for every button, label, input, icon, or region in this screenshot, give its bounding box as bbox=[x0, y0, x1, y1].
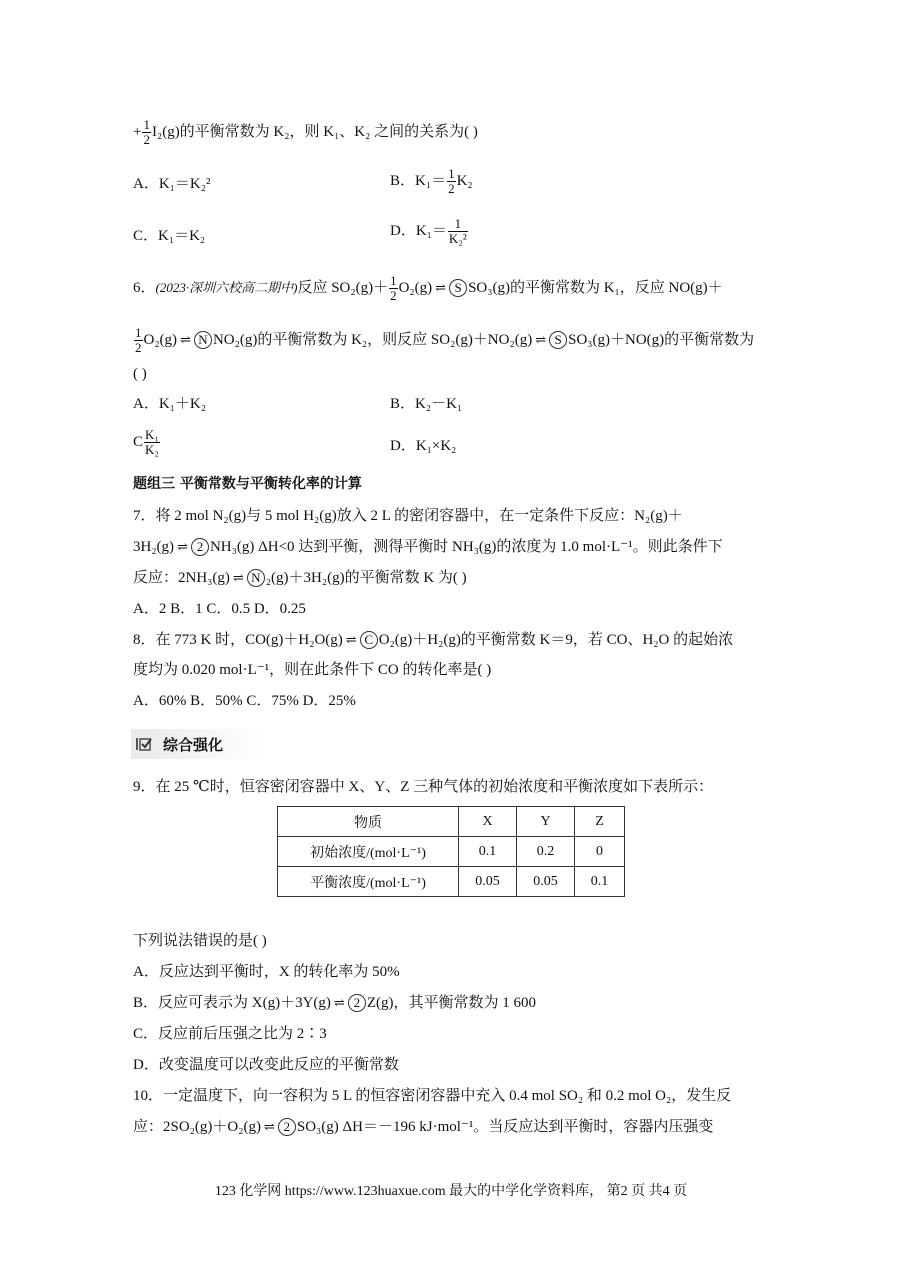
q7-options[interactable]: A．2 B．1 C．0.5 D．0.25 bbox=[133, 601, 306, 617]
q9-option-b[interactable]: B．反应可表示为 X(g)＋3Y(g) ⇌ 2 Z(g)，其平衡常数为 1 600 bbox=[133, 995, 536, 1011]
section-header bbox=[131, 729, 261, 759]
equilibrium-arrow-icon: ⇌ bbox=[535, 331, 547, 347]
table-header-cell: Y bbox=[517, 807, 575, 837]
table-header-cell: X bbox=[459, 807, 517, 837]
table-cell: 0 bbox=[575, 837, 625, 867]
q10-line-1: 10．一定温度下，向一容积为 5 L 的恒容密闭容器中充入 0.4 mol SO₂ 和 0.2 mol O₂，发生反 bbox=[133, 1088, 732, 1104]
q9-option-d[interactable]: D．改变温度可以改变此反应的平衡常数 bbox=[133, 1057, 399, 1073]
equilibrium-arrow-icon: ⇌ bbox=[180, 331, 191, 347]
q5-option-c[interactable]: C．K₁＝K₂ bbox=[133, 228, 206, 244]
equilibrium-arrow-icon: ⇌ bbox=[263, 1119, 275, 1134]
q5-option-d[interactable]: D．K₁＝ $\frac{1}{\text{K₂²}}$ bbox=[390, 216, 467, 246]
q9-stem: 9．在 25 ℃时，恒容密闭容器中 X、Y、Z 三种气体的初始浓度和平衡浓度如下表所示： bbox=[133, 779, 714, 795]
table-header-cell: Z bbox=[575, 807, 625, 837]
table-cell: 平衡浓度/(mol·L⁻¹) bbox=[278, 867, 459, 897]
q7-line-2: 3H₂(g) ⇌ 2 NH₃(g) ΔH<0 达到平衡，测得平衡时 NH₃(g)的浓度为 1.0 mol·L⁻¹。则此条件下 bbox=[133, 539, 723, 555]
table-row bbox=[278, 807, 625, 837]
equilibrium-arrow-icon: ⇌ bbox=[232, 570, 244, 585]
q6-option-a[interactable]: A．K₁＋K₂ bbox=[133, 396, 206, 412]
equilibrium-arrow-icon: ⇌ bbox=[333, 995, 345, 1010]
q6-option-d[interactable]: D．K₁×K₂ bbox=[390, 438, 457, 454]
equilibrium-arrow-icon: ⇌ bbox=[177, 539, 188, 554]
q5-option-a[interactable]: A．K₁＝K₂² bbox=[133, 176, 211, 192]
q6-option-b[interactable]: B．K₂－K₁ bbox=[390, 396, 463, 412]
q9-option-a[interactable]: A．反应达到平衡时，X 的转化率为 50% bbox=[133, 964, 400, 980]
table-cell: 0.05 bbox=[517, 867, 575, 897]
q10-line-2: 应：2SO₂(g)＋O₂(g) ⇌ 2 SO₃(g) ΔH＝－196 kJ·mol⁻¹。当反应达到平衡时，容器内压强变 bbox=[133, 1119, 714, 1135]
q8-line-1: 8．在 773 K 时，CO(g)＋H₂O(g) ⇌ C O₂(g)＋H₂(g)的平衡常数 K＝9，若 CO、H₂O 的起始浓 bbox=[133, 632, 734, 648]
q6-blank: ( ) bbox=[133, 366, 147, 382]
q8-options[interactable]: A．60% B．50% C．75% D．25% bbox=[133, 693, 356, 709]
section-title: 综合强化 bbox=[163, 736, 224, 754]
concentration-table bbox=[277, 806, 625, 897]
q5-stem-end: + $\frac{1}{2}$ I₂(g)的平衡常数为 K₂，则 K₁、K₂ 之间的关系为( ) bbox=[133, 117, 478, 147]
table-row bbox=[278, 867, 625, 897]
q6-option-c[interactable]: C $\frac{\text{K₁}}{\text{K₂}}$ bbox=[133, 427, 159, 457]
q9-question: 下列说法错误的是( ) bbox=[133, 933, 267, 949]
page-footer: 123 化学网 https://www.123huaxue.com 最大的中学化学资料库， 第2 页 共4 页 bbox=[214, 1184, 688, 1199]
q6-line-2: $\frac{1}{2}$ O₂(g) ⇌ N NO₂(g)的平衡常数为 K₂，则反应 SO₂(g)＋NO₂(g) ⇌ S SO₃(g)＋NO(g)的平衡常数为 bbox=[135, 325, 755, 355]
check-square-icon bbox=[136, 737, 152, 751]
table-row bbox=[278, 837, 625, 867]
table-cell: 0.2 bbox=[517, 837, 575, 867]
equilibrium-arrow-icon: ⇌ bbox=[345, 632, 357, 647]
equilibrium-arrow-icon: ⇌ bbox=[435, 279, 447, 295]
q7-line-1: 7．将 2 mol N₂(g)与 5 mol H₂(g)放入 2 L 的密闭容器中，在一定条件下反应：N₂(g)＋ bbox=[133, 508, 683, 524]
group3-title: 题组三 平衡常数与平衡转化率的计算 bbox=[133, 476, 362, 492]
q6-line-1: 6．(2023·深圳六校高二期中)反应 SO₂(g)＋ $\frac{1}{2}$ O₂(g) ⇌ S SO₃(g)的平衡常数为 K₁，反应 NO(g)＋ bbox=[133, 273, 723, 303]
q5-option-b[interactable]: B．K₁＝ $\frac{1}{2}$ K₂ bbox=[390, 166, 473, 196]
table-cell: 0.1 bbox=[575, 867, 625, 897]
table-cell: 初始浓度/(mol·L⁻¹) bbox=[278, 837, 459, 867]
table-cell: 0.05 bbox=[459, 867, 517, 897]
q7-line-3: 反应：2NH₃(g) ⇌ N ₂(g)＋3H₂(g)的平衡常数 K 为( ) bbox=[133, 570, 467, 586]
q8-line-2: 度均为 0.020 mol·L⁻¹，则在此条件下 CO 的转化率是( ) bbox=[133, 662, 492, 678]
q9-option-c[interactable]: C．反应前后压强之比为 2∶3 bbox=[133, 1026, 327, 1042]
table-cell: 0.1 bbox=[459, 837, 517, 867]
table-header-cell: 物质 bbox=[278, 807, 459, 837]
